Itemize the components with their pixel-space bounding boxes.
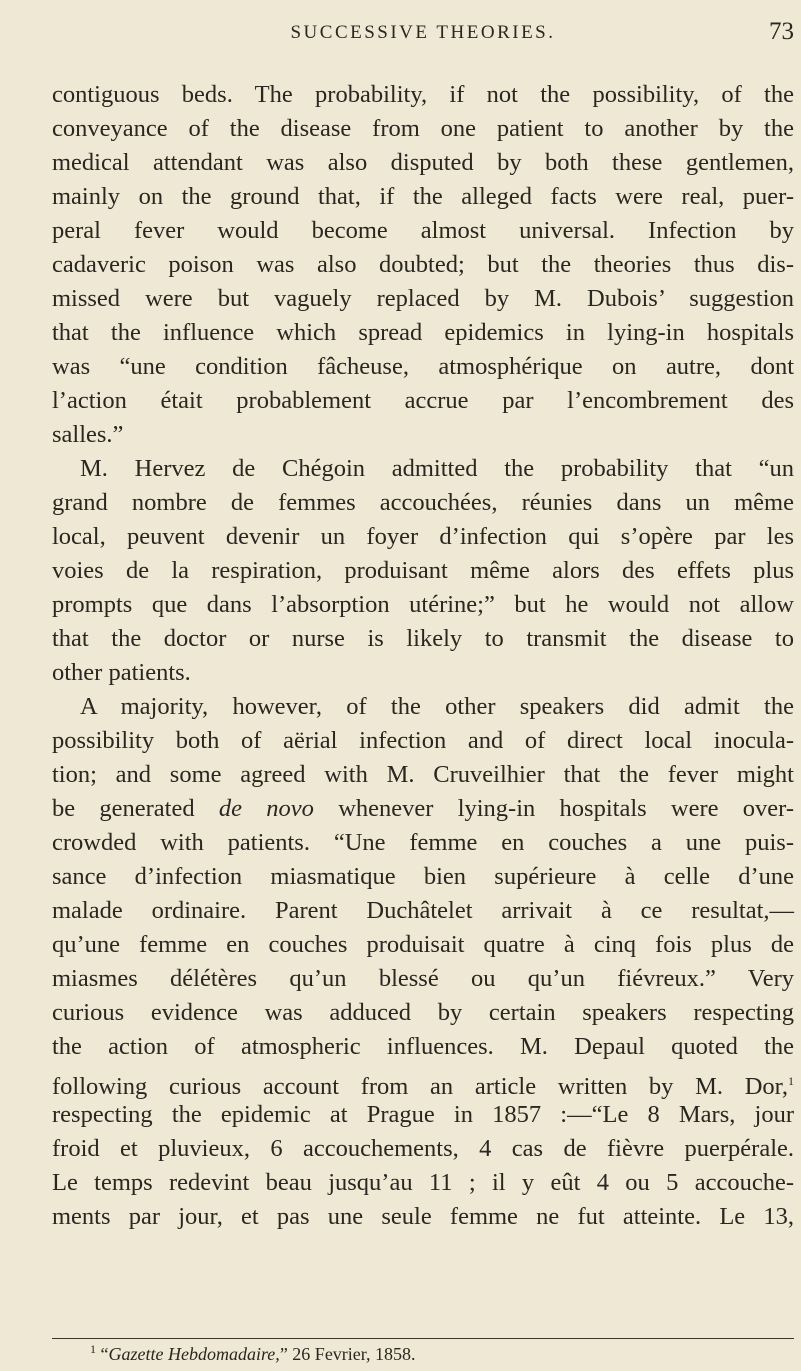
- text-line: peral fever would become almost universal. Infection by: [52, 217, 794, 244]
- text-line: local, peuvent devenir un foyer d’infection qui s’opère par les: [52, 523, 794, 550]
- text-fragment: whenever lying-in hospitals were over-: [313, 795, 794, 822]
- text-line: missed were but vaguely replaced by M. Dubois’ suggestion: [52, 285, 794, 312]
- paragraph-start: M. Hervez de Chégoin admitted the probability that “un: [80, 455, 794, 482]
- text-line: that the influence which spread epidemics in lying-in hospitals: [52, 319, 794, 346]
- text-line: prompts que dans l’absorption utérine;” but he would not allow: [52, 591, 794, 618]
- text-line: Le temps redevint beau jusqu’au 11 ; il y eût 4 ou 5 accouche-: [52, 1169, 794, 1196]
- footnote-rule: [52, 1338, 794, 1339]
- body-text: [52, 78, 794, 1234]
- text-line: voies de la respiration, produisant même alors des effets plus: [52, 557, 794, 584]
- footnote-source: Gazette Hebdomadaire,: [108, 1344, 280, 1364]
- text-line: mainly on the ground that, if the alleged facts were real, puer-: [52, 183, 794, 210]
- text-line: crowded with patients. “Une femme en couches a une puis-: [52, 829, 794, 856]
- page-number: 73: [769, 18, 794, 45]
- italic-phrase: de novo: [218, 795, 314, 822]
- text-line: salles.”: [52, 421, 124, 448]
- text-line: respecting the epidemic at Prague in 1857 :—“Le 8 Mars, jour: [52, 1101, 794, 1128]
- text-line: other patients.: [52, 659, 191, 686]
- text-line: froid et pluvieux, 6 accouchements, 4 cas de fièvre puerpérale.: [52, 1135, 794, 1162]
- text-line: curious evidence was adduced by certain speakers respecting: [52, 999, 794, 1026]
- text-fragment: following curious account from an article written by M. Dor,: [52, 1073, 788, 1101]
- text-line: the action of atmospheric influences. M. Depaul quoted the: [52, 1033, 794, 1060]
- text-line: medical attendant was also disputed by both these gentlemen,: [52, 149, 794, 176]
- footnote-marker: 1: [90, 1342, 96, 1356]
- text-line: contiguous beds. The probability, if not the possibility, of the: [52, 81, 794, 108]
- text-line-with-footnote-ref: [52, 1064, 794, 1101]
- text-line: cadaveric poison was also doubted; but the theories thus dis-: [52, 251, 794, 278]
- footnote-reference: 1: [788, 1074, 794, 1088]
- text-line: grand nombre de femmes accouchées, réunies dans un même: [52, 489, 794, 516]
- text-line: conveyance of the disease from one patient to another by the: [52, 115, 794, 142]
- footnote-date: ” 26 Fevrier, 1858.: [279, 1344, 416, 1364]
- text-line: l’action était probablement accrue par l’encombrement des: [52, 387, 794, 414]
- text-line: was “une condition fâcheuse, atmosphérique on autre, dont: [52, 353, 794, 380]
- text-fragment: be generated: [52, 795, 219, 822]
- text-line: ments par jour, et pas une seule femme ne fut atteinte. Le 13,: [52, 1203, 794, 1230]
- text-line: miasmes délétères qu’un blessé ou qu’un fiévreux.” Very: [52, 965, 794, 992]
- running-header: [52, 14, 794, 54]
- text-line: possibility both of aërial infection and of direct local inocula-: [52, 727, 794, 754]
- paragraph-start: A majority, however, of the other speakers did admit the: [80, 693, 794, 720]
- text-line: tion; and some agreed with M. Cruveilhier that the fever might: [52, 761, 794, 788]
- text-line-with-italic: [52, 792, 794, 826]
- text-line: sance d’infection miasmatique bien supérieure à celle d’une: [52, 863, 794, 890]
- footnote: [90, 1342, 416, 1365]
- footnote-open-quote: “: [100, 1344, 109, 1364]
- text-line: malade ordinaire. Parent Duchâtelet arrivait à ce resultat,—: [52, 897, 794, 924]
- text-line: qu’une femme en couches produisait quatre à cinq fois plus de: [52, 931, 794, 958]
- text-line: that the doctor or nurse is likely to transmit the disease to: [52, 625, 794, 652]
- running-title: SUCCESSIVE THEORIES.: [290, 22, 556, 43]
